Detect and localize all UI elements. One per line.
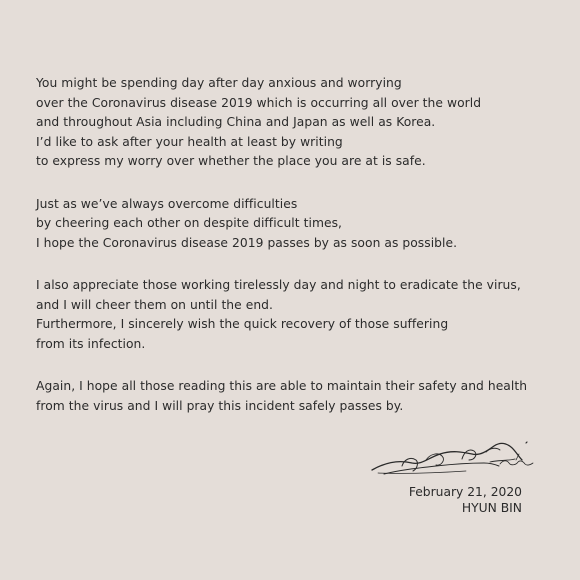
letter-line: I’d like to ask after your health at least by writing bbox=[36, 134, 343, 149]
letter-date: February 21, 2020 bbox=[408, 485, 522, 499]
letter-line: by cheering each other on despite difficult times, bbox=[36, 216, 343, 230]
signer-name: HYUN BIN bbox=[461, 501, 522, 515]
letter-line: You might be spending day after day anxious and worrying bbox=[36, 76, 402, 90]
letter-body bbox=[36, 74, 556, 439]
letter-line: Again, I hope all those reading this are able to maintain their safety and health bbox=[36, 379, 528, 393]
letter-line: over the Coronavirus disease 2019 which is occurring all over the world bbox=[36, 95, 482, 110]
signature-block bbox=[366, 436, 556, 526]
handwritten-signature-icon bbox=[366, 436, 556, 482]
paragraph-1 bbox=[36, 74, 556, 172]
letter-line: to express my worry over whether the place you are at is safe. bbox=[36, 154, 426, 168]
letter-line: I hope the Coronavirus disease 2019 passes by as soon as possible. bbox=[36, 235, 458, 250]
letter-line: from its infection. bbox=[36, 336, 146, 351]
letter-line: Just as we’ve always overcome difficulties bbox=[36, 196, 298, 211]
letter-line: and throughout Asia including China and Japan as well as Korea. bbox=[36, 115, 436, 129]
letter-line: I also appreciate those working tirelessly day and night to eradicate the virus, bbox=[36, 278, 521, 292]
paragraph-3 bbox=[36, 276, 556, 354]
letter-line: and I will cheer them on until the end. bbox=[36, 297, 274, 312]
paragraph-2 bbox=[36, 195, 556, 254]
letter-line: from the virus and I will pray this incident safely passes by. bbox=[36, 398, 404, 413]
letter-line: Furthermore, I sincerely wish the quick recovery of those suffering bbox=[36, 317, 449, 331]
paragraph-4 bbox=[36, 377, 556, 416]
